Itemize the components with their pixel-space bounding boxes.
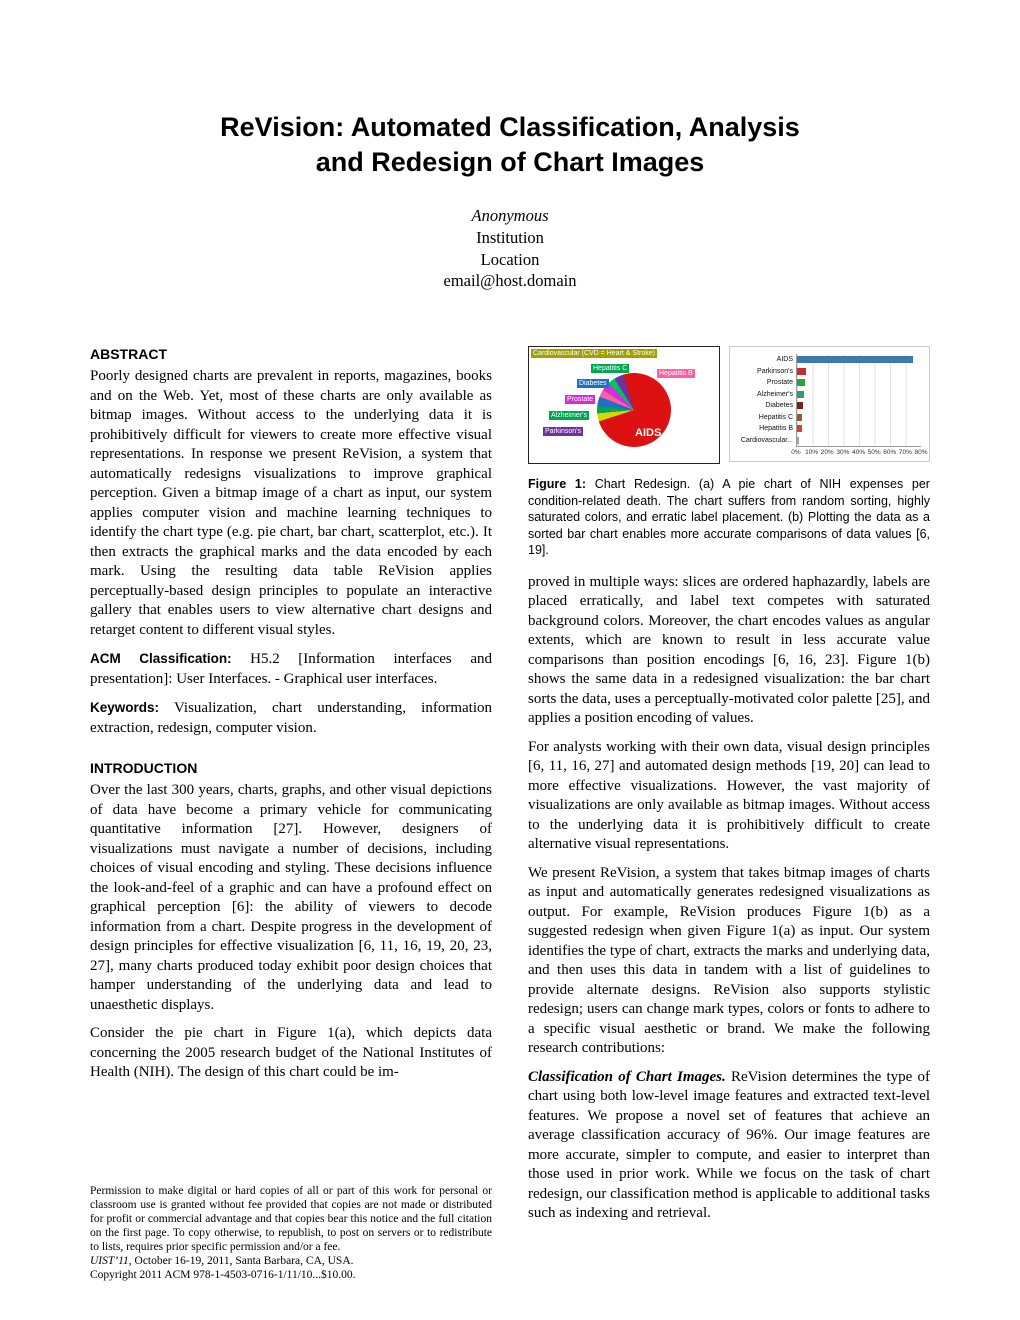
bar — [797, 379, 805, 386]
bar-row — [797, 366, 921, 378]
bar-chart-axis-spacer — [734, 447, 796, 458]
contribution-text: ReVision determines the type of chart using both low-level image features and extracted text-level features. We propose a novel set of features that achieve an average classification accuracy of 96%. Our image features are more accurate, simpler to compute, and easier to interpret than those used in prior work. While we focus on the task of chart redesign, our classification method is applicable to additional tasks such as indexing and retrieval. — [528, 1068, 930, 1222]
conference-line — [90, 1254, 492, 1268]
figure-caption-text: Chart Redesign. (a) A pie chart of NIH expenses per condition-related death. The chart suffers from random sorting, highly saturated colors, and erratic label placement. (b) Plotting the data as a sorted bar chart enables more accurate comparisons of data values [6, 19]. — [528, 477, 930, 558]
x-tick-label: 20% — [820, 449, 834, 457]
keywords-text: Visualization, chart understanding, information extraction, redesign, computer vision. — [90, 700, 492, 736]
introduction-paragraph-2: Consider the pie chart in Figure 1(a), which depicts data concerning the 2005 research budget of the National Institutes of Health (NIH). The design of this chart could be im- — [90, 1025, 492, 1081]
permission-notice: Permission to make digital or hard copies of all or part of this work for personal or classroom use is granted without fee provided that copies are not made or distributed for profit or commercial advantage and that copies bear this notice and the full citation on the first page. To copy otherwise, to republish, to post on servers or to redistribute to lists, requires prior specific permission and/or a fee. — [90, 1185, 492, 1254]
left-column — [90, 346, 492, 1282]
keywords — [90, 698, 492, 738]
author-email: email@host.domain — [443, 271, 577, 291]
acm-classification — [90, 649, 492, 689]
contribution-paragraph — [528, 1068, 930, 1224]
bar-chart-plot — [796, 354, 921, 447]
paper-title-line1: ReVision: Automated Classification, Analysis — [220, 112, 800, 142]
bar-row — [797, 400, 921, 412]
abstract-heading: ABSTRACT — [90, 346, 167, 363]
copyright-line: Copyright 2011 ACM 978-1-4503-0716-1/11/10...$10.00. — [90, 1269, 356, 1282]
conference-details: October 16-19, 2011, Santa Barbara, CA, USA. — [131, 1255, 354, 1268]
bar — [797, 368, 806, 375]
x-tick-label: 70% — [898, 449, 912, 457]
bar-category-label: AIDS — [776, 356, 793, 364]
paper-title-line2: and Redesign of Chart Images — [315, 146, 705, 177]
hepatitis-b-label: Hepatitis B — [659, 370, 693, 378]
bar-chart-labels — [734, 354, 796, 447]
introduction-heading: INTRODUCTION — [90, 760, 198, 777]
body-paragraph-1: proved in multiple ways: slices are ordered haphazardly, labels are placed erratically, and label text competes with saturated background colors. Moreover, the chart encodes values as angular extents, which are known to result in less accurate value comparisons than position encodings [6, 16, 23]. Figure 1(b) shows the same data in a redesigned visualization: the bar chart sorts the data, uses a perceptually-motivated color palette [25], and applies a position encoding of values. — [528, 573, 930, 727]
bar — [797, 414, 802, 421]
acm-classification-heading: ACM Classification: — [90, 651, 232, 667]
introduction-paragraph-1: Over the last 300 years, charts, graphs, and other visual depictions of data have become a primary vehicle for communicating quantitative information [27]. However, designers of visualizations must navigate a number of decisions, including choices of visual encoding and styling. These decisions influence the look-and-feel of a graphic and can have a profound effect on graphical perception [6]: the ability of viewers to decode information from a chart. Despite progress in the development of design principles for effective visualization [6, 11, 16, 19, 20, 23, 27], many charts produced today exhibit poor design choices that hamper understanding of the underlying data and lead to unaesthetic displays. — [90, 782, 492, 1013]
bar-row — [797, 354, 921, 366]
bar-category-label: Diabetes — [765, 402, 793, 410]
author-location: Location — [480, 249, 540, 269]
bar-category-label: Parkinson's — [757, 367, 793, 375]
conference-name: UIST’11, — [90, 1255, 132, 1268]
figure-1-images — [528, 346, 930, 464]
x-tick-label: 40% — [851, 449, 866, 457]
bar-category-label: Alzheimer's — [757, 390, 793, 398]
bar-category-label: Cardiovascular... — [740, 436, 793, 444]
x-tick-label: 0% — [791, 449, 801, 457]
aids-slice-label: AIDS — [635, 427, 662, 440]
figure-caption-label: Figure 1: — [528, 477, 586, 492]
x-tick-label: 80% — [914, 449, 928, 457]
author-name: Anonymous — [471, 206, 549, 226]
body-paragraph-3: We present ReVision, a system that takes bitmap images of charts as input and automatically generates redesigned visualizations as output. For example, ReVision produces Figure 1(b) as a suggested redesign when given Figure 1(a) as input. Our system identifies the type of chart, extracts the marks and underlying data, and then uses this data in tandem with a list of guidelines to provide alternate designs. ReVision also supports stylistic redesign; users can change mark types, colors or fonts to adhere to a specific visual aesthetic or brand. We make the following research contributions: — [528, 864, 930, 1057]
body-paragraph-2: For analysts working with their own data, visual design principles [6, 11, 16, 27] and automated design methods [19, 20] can lead to more effective visualizations. However, the vast majority of visualizations are only available as bitmap images. Without access to the underlying data it is prohibitively difficult to create alternative visual representations. — [528, 738, 930, 853]
parkinsons-label: Parkinson's — [545, 428, 581, 436]
acm-classification-text: H5.2 [Information interfaces and presentation]: User Interfaces. - Graphical user interfaces. — [90, 651, 492, 687]
x-tick-label: 10% — [805, 449, 819, 457]
figure-1 — [528, 346, 930, 559]
figure-caption — [528, 476, 930, 559]
right-column — [528, 346, 930, 1282]
x-tick-label: 50% — [867, 449, 881, 457]
bar-row — [797, 423, 921, 435]
bar — [797, 391, 804, 398]
copyright-footnote — [90, 1174, 492, 1282]
x-tick-label: 60% — [883, 449, 897, 457]
bar-chart — [734, 354, 921, 447]
bar — [797, 402, 803, 409]
bar-chart-axis-row — [734, 447, 928, 458]
bar-row — [797, 389, 921, 401]
bar-chart-x-axis — [791, 447, 928, 458]
bar-category-label: Hepatitis C — [758, 413, 793, 421]
two-column-body — [90, 346, 930, 1282]
cardiovascular-label: Cardiovascular (CVD = Heart & Stroke) — [533, 350, 655, 358]
bar — [797, 437, 799, 444]
bar — [797, 356, 913, 363]
contribution-heading: Classification of Chart Images. — [528, 1068, 726, 1085]
bar-chart-panel — [729, 346, 930, 462]
alzheimers-label: Alzheimer's — [551, 412, 587, 420]
abstract-text: Poorly designed charts are prevalent in reports, magazines, books and on the Web. Yet, most of these charts are only available as bitmap images. Without access to the underlying data it is prohibitively difficult for viewers to create more effective visual representations. In response we present ReVision, a system that automatically redesigns visualizations to improve graphical perception. Given a bitmap image of a chart as input, our system applies computer vision and machine learning techniques to identify the chart type (e.g. pie chart, bar chart, scatterplot, etc.). It then extracts the graphical marks and the data encoded by each mark. Using the resulting data table ReVision applies perceptually-based design principles to populate an interactive gallery that enables users to view alternative chart designs and retarget content to different visual styles. — [90, 368, 492, 638]
bar-category-label: Prostate — [766, 379, 793, 387]
bar-row — [797, 377, 921, 389]
paper-title — [90, 110, 930, 179]
x-tick-label: 30% — [836, 449, 850, 457]
bar-row — [797, 412, 921, 424]
hepatitis-c-label: Hepatitis C — [593, 365, 628, 373]
prostate-label: Prostate — [567, 396, 594, 404]
bar — [797, 425, 802, 432]
bar-row — [797, 435, 921, 447]
bar-category-label: Hepatitis B — [759, 425, 793, 433]
author-block — [90, 205, 930, 292]
pie-chart-panel — [528, 346, 720, 464]
diabetes-label: Diabetes — [579, 380, 607, 388]
author-institution: Institution — [476, 227, 544, 247]
keywords-heading: Keywords: — [90, 700, 160, 716]
